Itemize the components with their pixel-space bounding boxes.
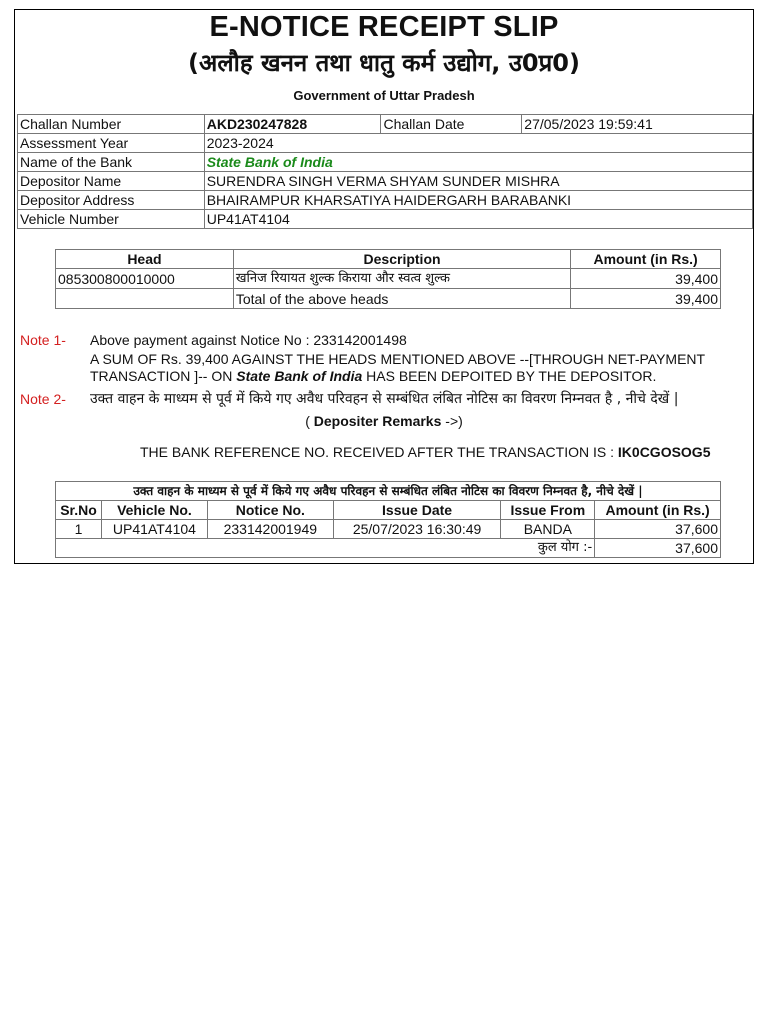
remarks-open: ( (305, 413, 314, 429)
table-row (18, 134, 753, 153)
head-amount: 39,400 (571, 269, 721, 289)
head-code: 085300800010000 (56, 269, 234, 289)
challan-date: 27/05/2023 19:59:41 (522, 115, 753, 134)
bank-reference-value: IK0CGOSOG5 (617, 444, 711, 460)
slip-subtitle: (अलौह खनन तथा धातु कर्म उद्योग, उ0प्र0) (188, 49, 580, 77)
table-row (18, 115, 753, 134)
note1-bank: State Bank of India (236, 368, 363, 384)
bank-name: State Bank of India (204, 153, 752, 172)
challan-number: AKD230247828 (204, 115, 381, 134)
empty-cell (56, 289, 234, 309)
assessment-year-label: Assessment Year (18, 134, 205, 153)
table-row (56, 269, 721, 289)
table-row (18, 153, 753, 172)
challan-info-table (17, 114, 753, 229)
table-row (18, 172, 753, 191)
note2-text: उक्त वाहन के माध्यम से पूर्व में किये गए अवैध परिवहन से सम्बंधित लंबित नोटिस का विवरण निम्नवत है , नीचे देखें | (90, 391, 679, 407)
column-header-amount: Amount (in Rs.) (595, 501, 721, 520)
column-header-notice: Notice No. (207, 501, 333, 520)
remarks-label: Depositer Remarks (313, 413, 442, 429)
depositor-name: SURENDRA SINGH VERMA SHYAM SUNDER MISHRA (204, 172, 752, 191)
note2-label: Note 2- (20, 391, 66, 407)
challan-date-label: Challan Date (381, 115, 522, 134)
column-header-issue-from: Issue From (501, 501, 595, 520)
heads-table (55, 249, 721, 309)
total-label: Total of the above heads (233, 289, 570, 309)
column-header-issue-date: Issue Date (333, 501, 501, 520)
pending-notice: 233142001949 (207, 520, 333, 539)
note1-text-a: A SUM OF Rs. 39,400 AGAINST THE HEADS MENTIONED ABOVE --[THROUGH NET-PAYMENT TRANSACTION ]-- ON (90, 351, 705, 384)
table-row (18, 191, 753, 210)
remarks-close: ->) (441, 413, 463, 429)
assessment-year: 2023-2024 (204, 134, 752, 153)
note1-text-b: HAS BEEN DEPOITED BY THE DEPOSITOR. (362, 368, 657, 384)
pending-issue-from: BANDA (501, 520, 595, 539)
head-description: खनिज रियायत शुल्क किराया और स्वत्व शुल्क (233, 269, 570, 289)
column-header-srno: Sr.No (56, 501, 102, 520)
slip-title: E-NOTICE RECEIPT SLIP (209, 11, 559, 43)
table-row (18, 210, 753, 229)
pending-vehicle: UP41AT4104 (101, 520, 207, 539)
note1-line2 (90, 351, 740, 385)
pending-srno: 1 (56, 520, 102, 539)
column-header-description: Description (233, 250, 570, 269)
pending-amount: 37,600 (595, 520, 721, 539)
table-header-row (56, 501, 721, 520)
depositor-remarks (15, 413, 753, 429)
depositor-address: BHAIRAMPUR KHARSATIYA HAIDERGARH BARABANKI (204, 191, 752, 210)
bank-reference-label: THE BANK REFERENCE NO. RECEIVED AFTER THE TRANSACTION IS : (140, 444, 618, 460)
note1-label: Note 1- (20, 332, 66, 348)
table-row (56, 289, 721, 309)
pending-issue-date: 25/07/2023 16:30:49 (333, 520, 501, 539)
bank-name-label: Name of the Bank (18, 153, 205, 172)
depositor-name-label: Depositor Name (18, 172, 205, 191)
table-row (56, 520, 721, 539)
government-name: Government of Uttar Pradesh (293, 88, 475, 103)
challan-number-label: Challan Number (18, 115, 205, 134)
vehicle-number-label: Vehicle Number (18, 210, 205, 229)
pending-notices-table (55, 481, 721, 558)
column-header-vehicle: Vehicle No. (101, 501, 207, 520)
receipt-slip (14, 9, 754, 564)
table-header-row (56, 250, 721, 269)
total-amount: 39,400 (571, 289, 721, 309)
bank-reference (140, 444, 711, 460)
column-header-amount: Amount (in Rs.) (571, 250, 721, 269)
pending-total-label: कुल योग :- (56, 539, 595, 558)
table-row (56, 539, 721, 558)
depositor-address-label: Depositor Address (18, 191, 205, 210)
column-header-head: Head (56, 250, 234, 269)
vehicle-number: UP41AT4104 (204, 210, 752, 229)
note1-line1: Above payment against Notice No : 233142001498 (90, 332, 407, 348)
pending-caption: उक्त वाहन के माध्यम से पूर्व में किये गए अवैध परिवहन से सम्बंधित लंबित नोटिस का विवरण निम्नवत है, नीचे देखें | (56, 482, 721, 501)
pending-total: 37,600 (595, 539, 721, 558)
table-caption-row (56, 482, 721, 501)
